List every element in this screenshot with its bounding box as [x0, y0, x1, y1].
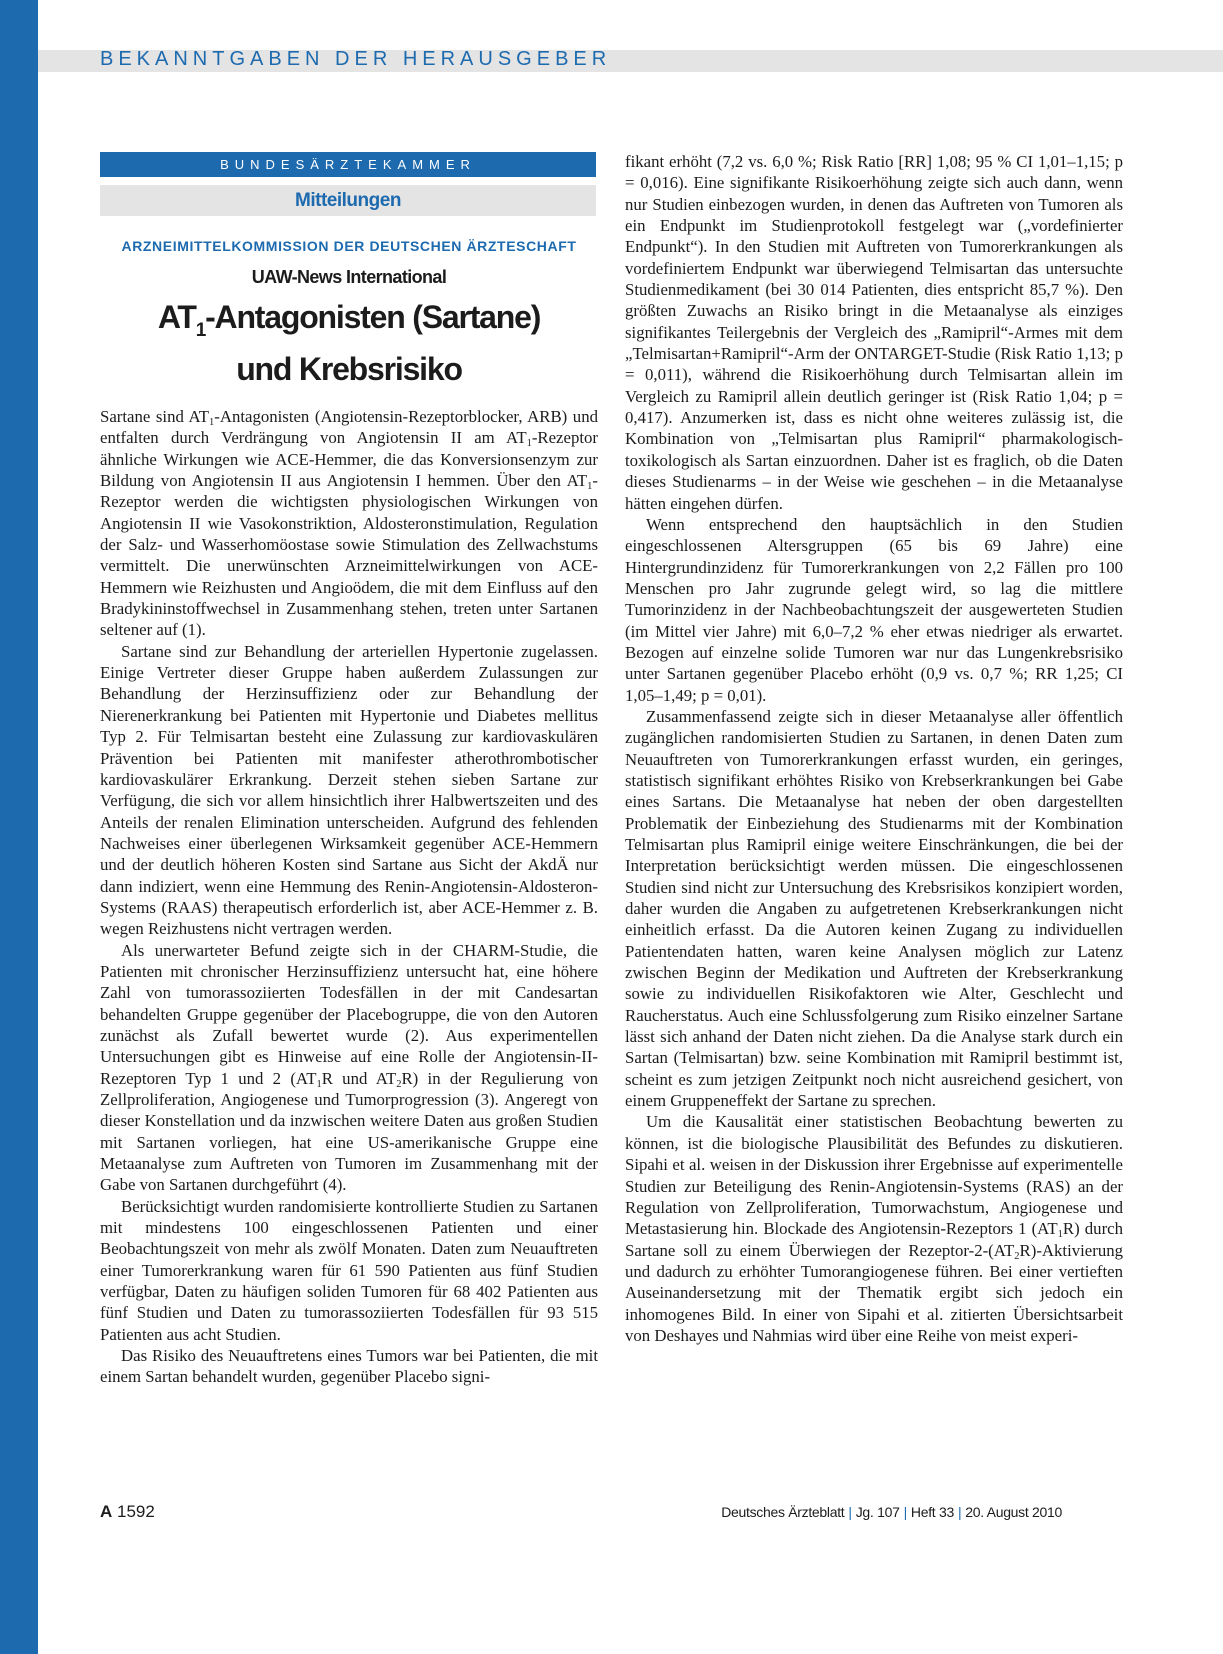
journal-name: Deutsches Ärzteblatt [721, 1504, 845, 1520]
series-name: UAW-News International [251, 267, 447, 287]
article-title [100, 298, 598, 388]
section-title-bar: Mitteilungen [100, 185, 596, 216]
separator: | [848, 1504, 852, 1520]
journal-date: 20. August 2010 [965, 1504, 1062, 1520]
journal-issue: Heft 33 [910, 1504, 954, 1520]
sidebar-strip [0, 0, 38, 1654]
paragraph-4: Berücksichtigt wurden randomisierte kontrollierte Studien zu Sartanen mit mindestens 100 eingeschlossenen Patienten und einer Beobachtungszeit von mehr als zwölf Monaten. Daten zum Neuauftreten einer Tumorerkrankung waren für 61 590 Patienten aus fünf Studien verfügbar, Daten zu häufigen soliden Tumoren für 68 402 Patienten aus fünf Studien und Daten zu tumorassoziierten Todesfällen für 93 515 Patienten aus acht Studien. [100, 1196, 598, 1344]
page-number-value: 1592 [117, 1502, 155, 1521]
paragraph-2: Sartane sind zur Behandlung der arteriellen Hypertonie zugelassen. Einige Vertreter dieser Gruppe haben außerdem Zulassungen zur Behandlung der Herzinsuffizienz oder zur Behandlung der Nierenerkrankung bei Patienten mit Hypertonie und Diabetes mellitus Typ 2. Für Telmisartan besteht eine Zulassung zur kardiovaskulären Prävention bei Patienten mit manifester atherothrombotischer kardiovaskulärer Erkrankung. Derzeit stehen sieben Sartane zur Verfügung, die sich vor allem hinsichtlich ihrer Halbwertszeiten und des Anteils der renalen Elimination unterscheiden. Aufgrund des fehlenden Nachweises einer überlegenen Wirksamkeit gegenüber ACE-Hemmern und der deutlich höheren Kosten sind Sartane aus Sicht der AkdÄ nur dann indiziert, wenn eine Hemmung des Renin-Angiotensin-Aldosteron-Systems (RAAS) therapeutisch erforderlich ist, aber ACE-Hemmer z. B. wegen Reizhustens nicht vertragen werden. [100, 641, 598, 939]
paragraph-3: Als unerwarteter Befund zeigte sich in der CHARM-Studie, die Patienten mit chronischer Herzinsuffizienz untersucht hat, eine höhere Zahl von tumorassoziierten Todesfällen in der mit Candesartan behandelten Gruppe gegenüber der Placebogruppe, die von den Autoren zunächst als Zufall bewertet wurde (2). Aus experimentellen Untersuchungen gibt es Hinweise auf eine Rolle der Angiotensin-II-Rezeptoren Typ 1 und 2 ($AT_1R$ und $AT_2R$) in der Regulierung von Zellproliferation, Angiogenese und Tumorprogression (3). Angeregt von dieser Konstellation und da inzwischen weitere Daten aus großen Studien mit Sartanen vorliegen, hat eine US-amerikanische Gruppe eine Metaanalyse zum Auftreten von Tumoren im Zusammenhang mit der Gabe von Sartanen durchgeführt (4). [100, 940, 599, 1195]
title-part-1: AT [157, 299, 196, 335]
paragraph-7: Zusammenfassend zeigte sich in dieser Metaanalyse aller öffentlich zugänglichen randomisierten Studien zu Sartanen, in denen Daten zum Neuauftreten von Tumorerkrankungen erfasst wurden, ein geringes, statistisch signifikant erhöhtes Risiko von Krebserkrankungen bei Gabe eines Sartans. Die Metaanalyse hat neben der oben dargestellten Problematik der Einbeziehung des Studienarms mit der Kombination Telmisartan plus Ramipril einige weitere Einschränkungen, die bei der Interpretation berücksichtigt werden müssen. Die eingeschlossenen Studien sind nicht zur Untersuchung des Krebsrisikos konzipiert worden, daher wurden die Angaben zu aufgetretenen Krebserkrankungen nicht einheitlich erfasst. Da die Autoren keinen Zugang zu individuellen Patientendaten hatten, waren keine Analysen möglich zur Latenz zwischen Beginn der Medikation und Auftreten der Krebserkrankung sowie zu individuellen Risikofaktoren wie Alter, Geschlecht und Raucherstatus. Auch eine Schlussfolgerung zum Risiko einzelner Sartane lässt sich anhand der Daten nicht ziehen. Da die Analyse stark durch ein Sartan (Telmisartan) bzw. seine Kombination mit Ramipril bestimmt ist, scheint es zum jetzigen Zeitpunkt noch nicht ausreichend gesichert, von einem Gruppeneffekt der Sartane zu sprechen. [625, 706, 1123, 1111]
separator: | [957, 1504, 962, 1520]
left-column [100, 152, 598, 1388]
organization-bar: BUNDESÄRZTEKAMMER [100, 152, 596, 177]
paragraph-6: Wenn entsprechend den hauptsächlich in den Studien eingeschlossenen Altersgruppen (65 bis 69 Jahre) eine Hintergrundinzidenz für Tumorerkrankungen von 2,2 Fällen pro 100 Menschen pro Jahr zugrunde gelegt wird, so lag die mittlere Tumorinzidenz in der Nachbeobachtungszeit der ausgewerteten Studien (im Mittel vier Jahre) mit 6,0–7,2 % eher etwas niedriger als erwartet. Bezogen auf einzelne solide Tumoren war nur das Lungenkrebsrisiko unter Sartanen gegenüber Placebo erhöht (0,9 vs. 0,7 %; RR 1,25; CI 1,05–1,49; p = 0,01). [625, 514, 1123, 705]
article-body-left [100, 406, 598, 1388]
page-number [100, 1502, 155, 1522]
paragraph-5-continued: fikant erhöht (7,2 vs. 6,0 %; Risk Ratio [RR] 1,08; 95 % CI 1,01–1,15; p = 0,016). Eine signifikante Risikoerhöhung zeigte sich auch dann, wenn nur Studien einbezogen wurden, in denen das Auftreten von Tumoren als ein Endpunkt im Studienprotokoll festgelegt war („vordefinierter Endpunkt“). In den Studien mit Auftreten von Tumorerkrankungen als vordefiniertem Endpunkt war überwiegend Telmisartan das untersuchte Studienmedikament (bei 30 014 Patienten, dies entspricht 85,7 %). Den größten Zuwachs an Risiko bringt in die Metaanalyse als einziges signifikantes Teilergebnis der Vergleich des „Ramipril“-Armes mit dem „Telmisartan+Ramipril“-Arm der ONTARGET-Studie (Risk Ratio 1,13; p = 0,011), während die Risikoerhöhung durch Telmisartan allein im Vergleich zu Ramipril allein deutlich geringer ist (Risk Ratio 1,04; p = 0,417). Anzumerken ist, dass es nicht ohne weiteres zulässig ist, die Kombination von „Telmisartan plus Ramipril“ pharmakologisch-toxikologisch als Sartan einzuordnen. Daher ist es fraglich, ob die Daten dieses Studienarms – in der Weise wie geschehen – in die Metaanalyse hätten eingehen dürfen. [625, 152, 1123, 513]
paragraph-5: Das Risiko des Neuauftretens eines Tumors war bei Patienten, die mit einem Sartan behandelt wurden, gegenüber Placebo signi- [100, 1346, 598, 1387]
article-body-right [625, 151, 1123, 1346]
journal-volume: Jg. 107 [855, 1504, 900, 1520]
journal-citation [721, 1504, 1062, 1520]
page-prefix: A [100, 1502, 113, 1521]
title-part-2: -Antagonisten (Sartane) [205, 299, 541, 335]
title-line-2: und Krebsrisiko [236, 351, 462, 387]
paragraph-1: Sartane sind $AT_1$-Antagonisten (Angiotensin-Rezeptorblocker, ARB) und entfalten durch Verdrängung von Angiotensin II am $AT_1$-Rezeptor ähnliche Wirkungen wie ACE-Hemmer, die das Konversionsenzym zur Bildung von Angiotensin II aus Angiotensin I hemmen. Über den $AT_1$-Rezeptor werden die wichtigsten physiologischen Wirkungen von Angiotensin II wie Vasokonstriktion, Aldosteronstimulation, Regulation der Salz- und Wasserhomöostase sowie Stimulation des Zellwachstums vermittelt. Die unerwünschten Arzneimittelwirkungen von ACE-Hemmern wie Reizhusten und Angioödem, die mit dem Einfluss auf den Bradykininstoffwechsel in Zusammenhang stehen, treten unter Sartanen seltener auf (1). [100, 407, 598, 640]
separator: | [903, 1504, 907, 1520]
agency-name: ARZNEIMITTELKOMMISSION DER DEUTSCHEN ÄRZTESCHAFT [121, 238, 577, 254]
right-column [625, 151, 1123, 1346]
paragraph-8: Um die Kausalität einer statistischen Beobachtung bewerten zu können, ist die biologische Plausibilität des Befundes zu diskutieren. Sipahi et al. weisen in der Diskussion ihrer Ergebnisse auf experimentelle Studien zur Beteiligung des Renin-Angiotensin-Systems (RAS) an der Regulation von Zellproliferation, Tumorwachstum, Angiogenese und Metastasierung hin. Blockade des Angiotensin-Rezeptors 1 $(AT_1R)$ durch Sartane soll zu einem Überwiegen der Rezeptor-$2-(AT_2R)$-Aktivierung und dadurch zu erhöhter Tumorangiogenese führen. Bei einer vertieften Auseinandersetzung mit der Thematik ergibt sich jedoch ein inhomogenes Bild. In einer von Sipahi et al. zitierten Übersichtsarbeit von Deshayes und Nahmias wird über eine Reihe von meist experi- [625, 1112, 1123, 1345]
section-band-label: BEKANNTGABEN DER HERAUSGEBER [100, 48, 612, 70]
title-subscript: 1 [195, 320, 206, 341]
section-band [38, 50, 1223, 72]
